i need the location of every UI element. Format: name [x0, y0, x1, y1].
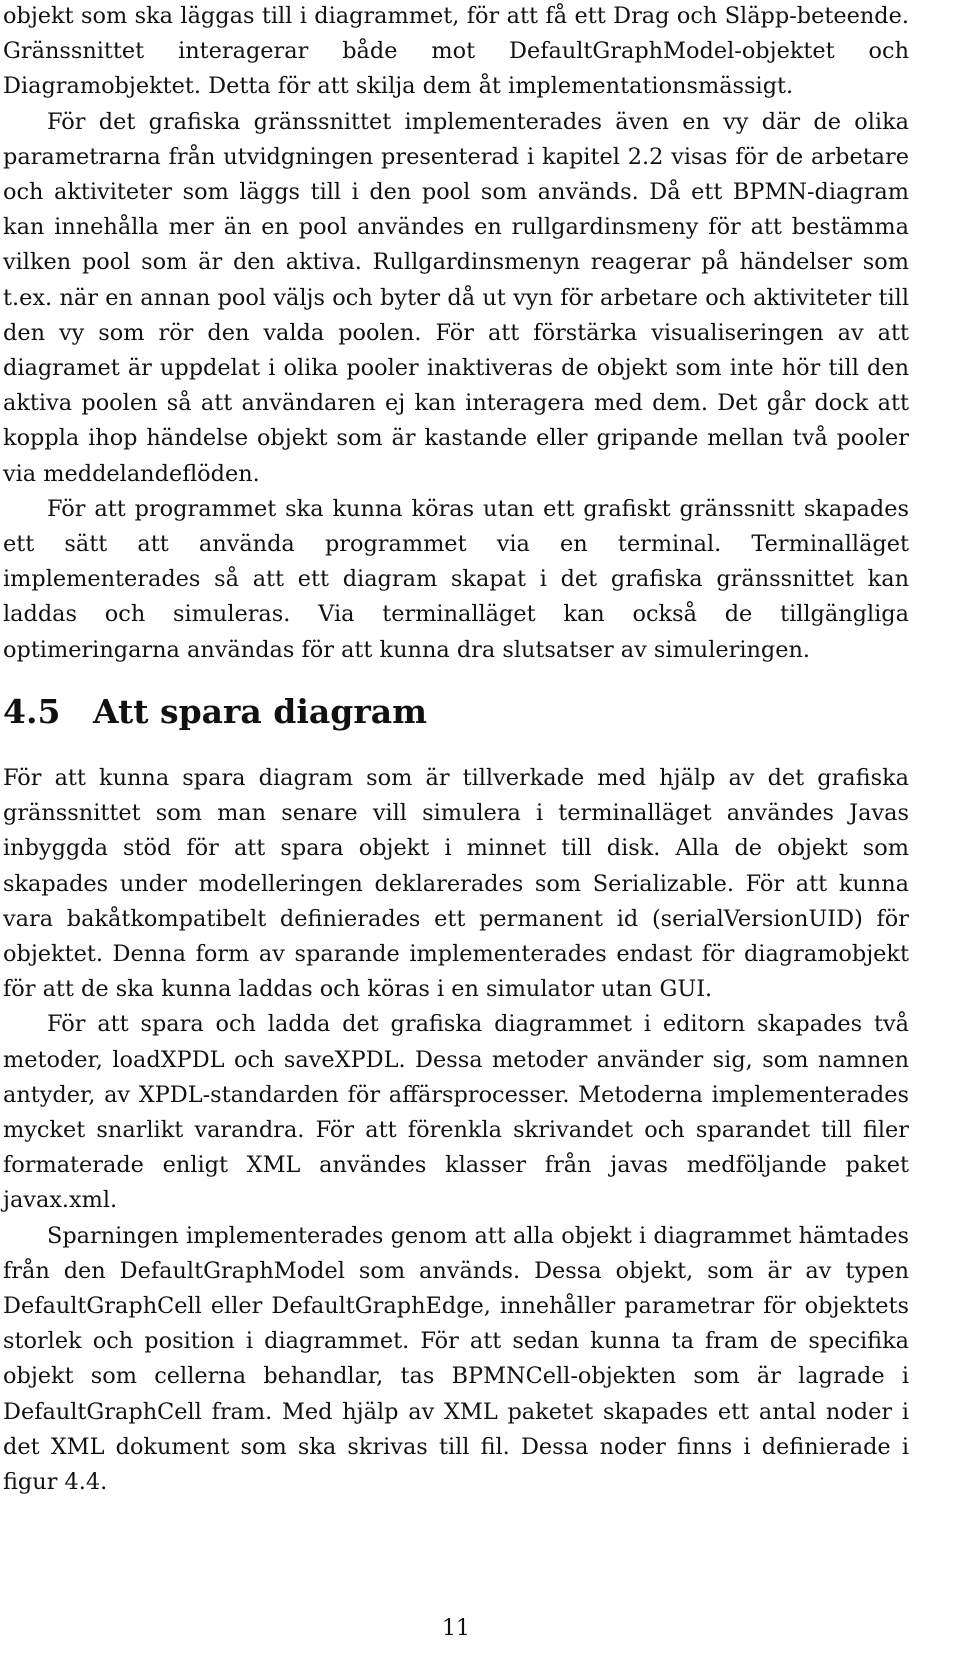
section-title: Att spara diagram — [93, 692, 428, 731]
document-page — [3, 0, 909, 1654]
section-heading — [3, 690, 909, 734]
paragraph-gui-view: För det grafiska gränssnittet implementerades även en vy där de olika parametrarna från utvidgningen presenterad i kapitel 2.2 visas för de arbetare och aktiviteter som läggs till i den pool som används. Då ett BPMN-diagram kan innehålla mer än en pool användes en rullgardinsmeny för att bestämma vilken pool som är den aktiva. Rullgardinsmenyn reagerar på händelser som t.ex. när en annan pool väljs och byter då ut vyn för arbetare och aktiviteter till den vy som rör den valda poolen. För att förstärka visualiseringen av att diagramet är uppdelat i olika pooler inaktiveras de objekt som inte hör till den aktiva poolen så att användaren ej kan interagera med dem. Det går dock att koppla ihop händelse objekt som är kastande eller gripande mellan två pooler via meddelandeflöden. — [3, 108, 909, 487]
paragraph-xpdl: För att spara och ladda det grafiska diagrammet i editorn skapades två metoder, loadXPDL och saveXPDL. Dessa metoder använder sig, som namnen antyder, av XPDL-standarden för affärsprocesser. Metoderna implementerades mycket snarlikt varandra. För att förenkla skrivandet och sparandet till filer formaterade enligt XML användes klasser från javas medföljande paket javax.xml. — [3, 1011, 909, 1214]
body-text-top — [3, 0, 909, 668]
page-number: 11 — [442, 1616, 470, 1641]
paragraph-serializable: För att kunna spara diagram som är tillverkade med hjälp av det grafiska gränssnittet som man senare vill simulera i terminalläget användes Javas inbyggda stöd för att spara objekt i minnet till disk. Alla de objekt som skapades under modelleringen deklarerades som Serializable. För att kunna vara bakåtkompatibelt definierades ett permanent id (serialVersionUID) för objektet. Denna form av sparande implementerades endast för diagramobjekt för att de ska kunna laddas och köras i en simulator utan GUI. — [3, 765, 909, 1003]
section-number: 4.5 — [3, 692, 61, 731]
paragraph-continued: objekt som ska läggas till i diagrammet, för att få ett Drag och Släpp-beteende. Gränssnittet interagerar både mot DefaultGraphModel-objektet och Diagramobjektet. Detta för att skilja dem åt implementationsmässigt. — [3, 3, 909, 100]
paragraph-saving: Sparningen implementerades genom att alla objekt i diagrammet hämtades från den DefaultGraphModel som används. Dessa objekt, som är av typen DefaultGraphCell eller DefaultGraphEdge, innehåller parametrar för objektets storlek och position i diagrammet. För att sedan kunna ta fram de specifika objekt som cellerna behandlar, tas BPMNCell-objekten som är lagrade i DefaultGraphCell fram. Med hjälp av XML paketet skapades ett antal noder i det XML dokument som ska skrivas till fil. Dessa noder finns i definierade i figur 4.4. — [3, 1222, 909, 1496]
body-text-bottom — [3, 761, 909, 1500]
paragraph-terminal-mode: För att programmet ska kunna köras utan ett grafiskt gränssnitt skapades ett sätt att använda programmet via en terminal. Terminalläget implementerades så att ett diagram skapat i det grafiska gränssnittet kan laddas och simuleras. Via terminalläget kan också de tillgängliga optimeringarna användas för att kunna dra slutsatser av simuleringen. — [3, 495, 909, 663]
